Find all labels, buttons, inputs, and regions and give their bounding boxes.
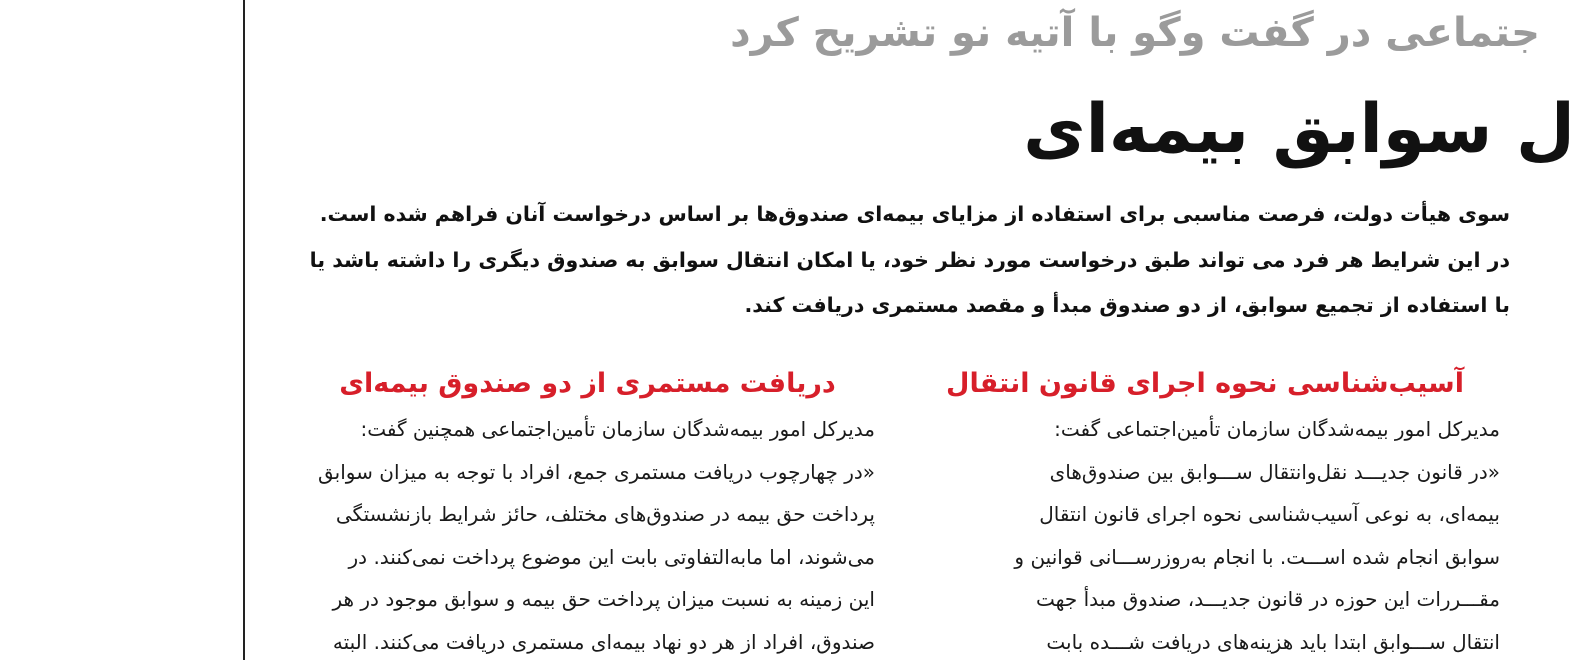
- left-column-text: [0, 0, 240, 660]
- left-column-line: [0, 360, 240, 402]
- section-right: [910, 360, 1500, 663]
- left-column-line: [0, 111, 240, 153]
- article-headline: ل سوابق بیمه‌ای: [1023, 85, 1575, 175]
- section-line: صندوق، افراد از هر دو نهاد بیمه‌ای مستمری دریافت می‌کنند. البته: [300, 621, 875, 663]
- section-line: بیمه‌ای، به نوعی آسیب‌شناسی نحوه اجرای قانون انتقال: [910, 493, 1500, 536]
- section-left: [300, 360, 875, 663]
- column-divider: [243, 0, 245, 660]
- section-line: مدیرکل امور بیمه‌شدگان سازمان تأمین‌اجتماعی گفت:: [910, 408, 1500, 451]
- section-heading: آسیب‌شناسی نحوه اجرای قانون انتقال: [910, 360, 1500, 408]
- left-column-line: [0, 319, 240, 361]
- section-line: مدیرکل امور بیمه‌شدگان سازمان تأمین‌اجتماعی همچنین گفت:: [300, 408, 875, 451]
- lead-line: در این شرایط هر فرد می تواند طبق درخواست مورد نظر خود، یا امکان انتقال سوابق به صندوق دیگری را داشته باشد یا: [240, 238, 1510, 284]
- section-line: پرداخت حق بیمه در صندوق‌های مختلف، حائز شرایط بازنشستگی: [300, 493, 875, 536]
- left-column-lines: [0, 0, 240, 610]
- left-column-line: [0, 152, 240, 194]
- lead-line: سوی هیأت دولت، فرصت مناسبی برای استفاده از مزایای بیمه‌ای صندوق‌ها بر اساس درخواست آنان فراهم شده است.: [240, 192, 1510, 238]
- article: [260, 0, 1500, 660]
- left-column-line: [0, 444, 240, 486]
- left-column-line: [0, 402, 240, 444]
- section-line: مقـــررات این حوزه در قانون جدیـــد، صندوق مبدأ جهت: [910, 578, 1500, 621]
- article-lead: [240, 192, 1510, 329]
- left-column-line: [0, 69, 240, 111]
- section-line: «در چهارچوب دریافت مستمری جمع، افراد با توجه به میزان سوابق: [300, 451, 875, 494]
- left-column-line: [0, 277, 240, 319]
- section-heading: دریافت مستمری از دو صندوق بیمه‌ای: [300, 360, 875, 408]
- section-line: انتقال ســـوابق ابتدا باید هزینه‌های دریافت شـــده بابت: [910, 621, 1500, 663]
- article-kicker: جتماعی در گفت وگو با آتیه نو تشریح کرد: [140, 10, 1540, 56]
- left-column-line: [0, 236, 240, 278]
- section-line: می‌شوند، اما مابه‌التفاوتی بابت این موضوع پرداخت نمی‌کنند. در: [300, 536, 875, 579]
- section-line: «در قانون جدیـــد نقل‌وانتقال ســـوابق بین صندوق‌های: [910, 451, 1500, 494]
- section-line: سوابق انجام شده اســـت. با انجام به‌روزرســـانی قوانین و: [910, 536, 1500, 579]
- lead-line: با استفاده از تجمیع سوابق، از دو صندوق مبدأ و مقصد مستمری دریافت کند.: [240, 283, 1510, 329]
- left-column-line: [0, 527, 240, 569]
- left-column-line: [0, 194, 240, 236]
- left-column-line: [0, 485, 240, 527]
- left-column-line: [0, 568, 240, 610]
- section-line: این زمینه به نسبت میزان پرداخت حق بیمه و سوابق موجود در هر: [300, 578, 875, 621]
